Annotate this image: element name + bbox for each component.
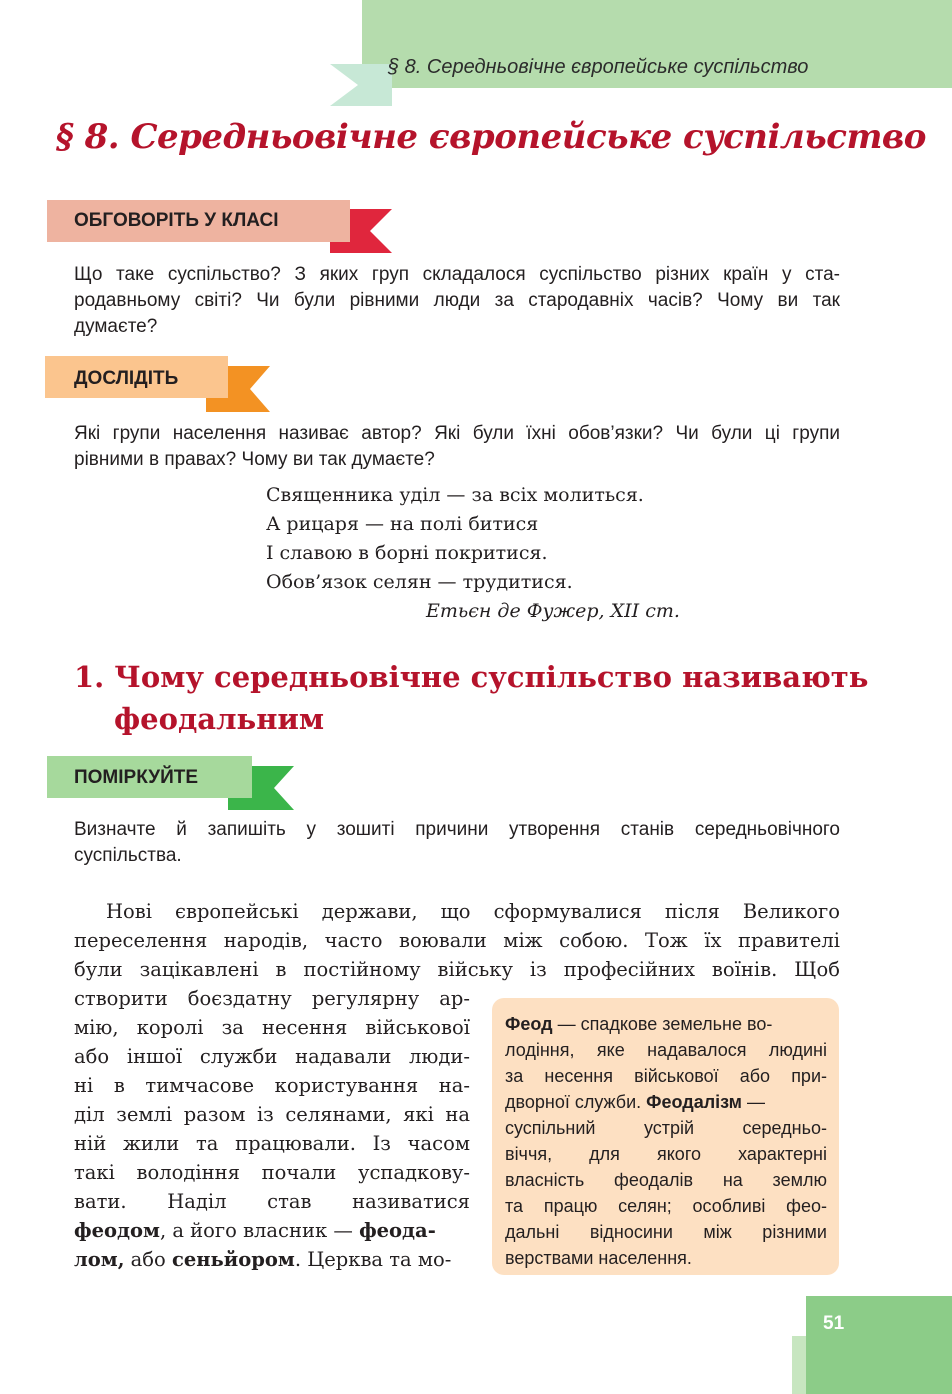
poem-author: Етьєн де Фужер, XII ст. [426,600,680,622]
body-column-line: створити боєздатну регулярну ар- [74,987,470,1010]
body-column-line [74,1216,470,1245]
body-text-fragment: або [124,1248,172,1271]
definition-text: дворної служби. [505,1092,647,1112]
poem-line: Обов’язок селян — трудитися. [266,571,573,593]
poem-line: І славою в борні покритися. [266,542,548,564]
definition-line: віччя, для якого характерні [505,1144,827,1164]
body-column-line: мію, королі за несення військової [74,1016,470,1039]
definition-line: верствами населення. [505,1248,692,1268]
term-senior: сеньйором [172,1248,295,1271]
body-column-line: ній жили та працювали. Із часом [74,1132,470,1155]
body-line: Нові європейські держави, що сформувалися після Великого [106,900,840,923]
body-column-line: такі володіння почали успадкову- [74,1161,470,1184]
definition-text: — [741,1092,765,1112]
page-number-tab [806,1296,952,1394]
body-column-line: діл землі разом із селянами, які на [74,1103,470,1126]
body-line: були зацікавлені в постійному війську із професійних воїнів. Щоб [74,958,840,981]
poem-line: Священника уділ — за всіх молиться. [266,484,644,506]
definition-line: суспільний устрій середньо- [505,1118,827,1138]
term-feod: феодом [74,1219,160,1242]
research-text [74,421,840,473]
page-title: § 8. Середньовічне європейське суспільство [56,117,926,157]
research-line: рівними в правах? Чому ви так думаєте? [74,449,435,470]
think-line: Визначте й запишіть у зошиті причини утворення станів середньовічного [74,819,840,840]
term-feodal: феода- [359,1219,436,1242]
body-column-line [74,1245,470,1274]
think-label: ПОМІРКУЙТЕ [74,767,199,788]
body-column-line: або іншої служби надавали люди- [74,1045,470,1068]
think-line: суспільства. [74,845,182,866]
discuss-line: думаєте? [74,316,158,337]
term-feodal-cont: лом, [74,1248,125,1271]
definition-line [505,1092,827,1113]
definition-text: — спадкове земельне во- [552,1014,773,1034]
body-text-fragment: . Церква та мо- [294,1248,452,1271]
term-feod-def: Феод [505,1014,553,1034]
section-heading: 1. Чому середньовічне суспільство називають [74,660,869,694]
page-number: 51 [823,1313,845,1334]
term-feodalism: Феодалізм [646,1092,742,1112]
definition-line: за несення військової або при- [505,1066,827,1086]
discuss-line: Що таке суспільство? З яких груп складалося суспільство різних країн у ста- [74,264,840,285]
definition-line: власність феодалів на землю [505,1170,827,1190]
discuss-text [74,262,840,340]
research-line: Які групи населення називає автор? Які були їхні обов’язки? Чи були ці групи [74,423,840,444]
definition-line: та працю селян; особливі фео- [505,1196,827,1216]
header-ribbon-decoration [330,64,392,106]
definition-line [505,1014,827,1035]
section-heading-cont: феодальним [114,702,325,736]
discuss-label: ОБГОВОРІТЬ У КЛАСІ [74,210,279,231]
research-label: ДОСЛІДІТЬ [74,368,179,389]
body-column-line: ні в тимчасове користування на- [74,1074,470,1097]
think-text [74,817,840,869]
body-column-line: вати. Наділ став називатися [74,1190,470,1213]
definition-line: дальні відносини між різними [505,1222,827,1242]
body-text-fragment: , а його власник — [159,1219,353,1242]
poem-line: А рицаря — на полі битися [266,513,539,535]
body-line: переселення народів, часто воювали між собою. Тож їх правителі [74,929,840,952]
discuss-line: родавньому світі? Чи були рівними люди за стародавніх часів? Чому ви так [74,290,840,311]
definition-line: лодіння, яке надавалося людині [505,1040,827,1060]
running-header: § 8. Середньовічне європейське суспільство [388,56,809,78]
